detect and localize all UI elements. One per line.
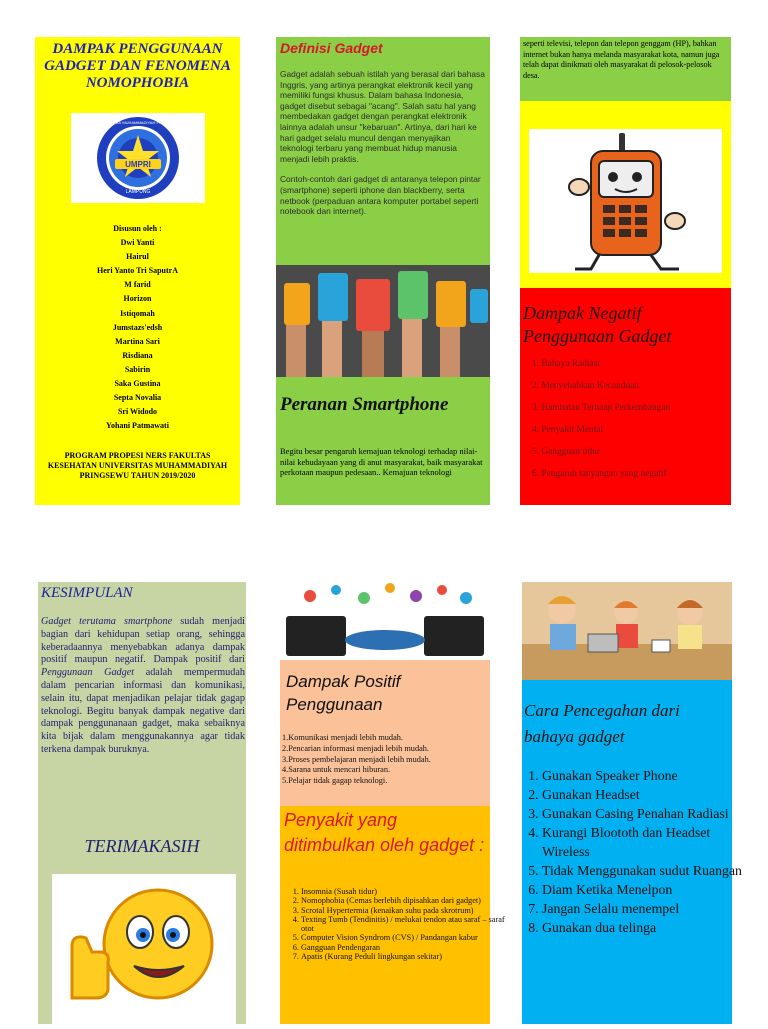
smiley-image <box>52 874 236 1024</box>
definition-body <box>280 69 486 227</box>
positive-effects-heading: Dampak Positif Penggunaan <box>286 672 401 714</box>
university-logo <box>71 113 205 203</box>
kids-with-gadgets-icon <box>522 582 732 680</box>
smartphone-role-heading: Peranan Smartphone <box>280 394 449 415</box>
thumbs-up-smiley-icon <box>52 874 236 1024</box>
list-item: 1. Insomnia (Susah tidur) <box>301 887 506 896</box>
negative-effects-list <box>520 358 670 490</box>
positive-effects-box <box>280 660 490 806</box>
list-item: 3. Hambatan Terhaap Perkembangan <box>532 403 671 413</box>
conclusion-body <box>41 616 245 757</box>
cover-panel <box>35 37 240 505</box>
conclusion-italic: Penggunaan Gadget <box>41 667 135 679</box>
children-gadgets-image <box>522 582 732 680</box>
positive-effects-list <box>282 733 487 787</box>
prevention-heading: Cara Pencegahan dari bahaya gadget <box>524 701 680 746</box>
logo-text-top: UNIVERSITAS MUHAMMADIYAH PRINGSEWU <box>94 120 182 125</box>
definition-paragraph: Gadget adalah sebuah istilah yang berasal dari bahasa Inggris, yang artinya perangkat elektronik kecil yang memiliki fungsi khusus. Dalam bahasa Indonesia, gadget disebut sebagai "acang". Salah satu hal yang membedakan gadget dengan perangkat elektronik lainnya adalah unsur "kebaruan". Artinya, dari hari ke hari gadget selalu muncul dengan menyajikan teknologi terbaru yang membuat hidup manusia menjadi lebih praktis. <box>280 69 485 164</box>
continued-text-box <box>520 37 731 101</box>
cartoon-phone-icon <box>529 129 722 273</box>
list-item: 3.Proses pembelajaran menjadi lebih mudah. <box>282 754 431 764</box>
program-info: PROGRAM PROPESI NERS FAKULTAS KESEHATAN UNIVERSITAS MUHAMMADIYAH PRINGSEWU TAHUN 2019/2020 <box>47 451 228 480</box>
author-item: M farid <box>124 280 151 290</box>
list-item: 1. Gunakan Speaker Phone <box>542 766 750 785</box>
definition-panel <box>276 37 490 505</box>
list-item: 1. Bahaya Radiasi <box>532 359 600 369</box>
list-item: 4.Sarana untuk mencari hiburan. <box>282 765 391 775</box>
thanks-heading: TERIMAKASIH <box>84 836 200 856</box>
list-item: 8. Gunakan dua telinga <box>542 918 750 937</box>
authors-label: Disusun oleh : <box>113 224 162 233</box>
prevention-list <box>522 766 750 937</box>
author-item: Sabirin <box>124 364 151 374</box>
author-item: Jumstazs'edsh <box>112 322 163 332</box>
list-item: 2. Nomophobia (Cemas berlebih dipisahkan dari gadget) <box>301 896 506 905</box>
smartphone-role-body: Begitu besar pengaruh kemajuan teknologi terhadap nilai-nilai kebudayaan yang di anut masyarakat, baik masyarakat perkotaan maupun pedesaan.. Kemajuan teknologi <box>280 446 483 478</box>
conclusion-text: adalah mempermudah dalam pencarian informasi dan komunikasi, selain itu, dapat menjadikan pelajar tidak gagap teknologi. Begitu banyak dampak negative dari dampak penggunanaan gadget, maka sebaiknya kita bijak dalam menggunakannya agar tidak terkena dampak buruknya. <box>41 667 245 755</box>
definition-heading: Definisi Gadget <box>280 40 383 56</box>
author-list <box>35 222 240 433</box>
brochure-title: DAMPAK PENGGUNAAN GADGET DAN FENOMENA NOMOPHOBIA <box>44 41 231 91</box>
list-item: 2. Gunakan Headset <box>542 785 750 804</box>
author-item: Sri Widodo <box>117 407 158 417</box>
list-item: 5. Tidak Menggunakan sudut Ruangan <box>542 861 750 880</box>
list-item: 3. Gunakan Casing Penahan Radiasi <box>542 804 750 823</box>
author-item: Heri Yanto Tri SaputrA <box>97 266 178 276</box>
list-item: 6. Gangguan Pendengaran <box>301 943 506 952</box>
definition-paragraph: Contoh-contoh dari gadget di antaranya telepon pintar (smartphone) seperti iphone dan blackberry, serta netbook (perpaduan antara komputer portabel seperti notebook dan internet). <box>280 174 481 217</box>
list-item: 2. Menyebabkan Kecanduan <box>532 381 639 391</box>
author-item: Martina Sari <box>115 336 160 346</box>
diseases-heading: Penyakit yang ditimbulkan oleh gadget : <box>284 810 485 855</box>
list-item: 6. Pengaruh tanyangan yang negatif <box>532 469 667 479</box>
author-item: Septa Novalia <box>113 393 162 403</box>
diseases-list <box>280 887 506 961</box>
handshake-screens-image <box>280 582 490 660</box>
author-item: Saka Gustina <box>114 379 161 389</box>
conclusion-heading: KESIMPULAN <box>41 585 133 601</box>
negative-effects-box <box>520 288 731 505</box>
logo-text-mid: UMPRI <box>125 160 151 169</box>
author-item: Yohani Patmawati <box>106 421 169 431</box>
diseases-box <box>280 806 505 1024</box>
list-item: 7. Apatis (Kurang Peduli lingkungan sekitar) <box>301 952 506 961</box>
author-item: Hairul <box>126 252 149 262</box>
hands-with-devices-icon <box>276 265 490 377</box>
phone-cartoon-image <box>529 129 722 273</box>
list-item: 7. Jangan Selalu menempel <box>542 899 750 918</box>
list-item: 2.Pencarian informasi menjadi lebih mudah. <box>282 743 429 753</box>
list-item: 5. Computer Vision Syndrom (CVS) / Pandangan kabur <box>301 933 506 942</box>
author-item: Istiqomah <box>120 308 155 318</box>
list-item: 5.Pelajar tidak gagap teknologi. <box>282 776 388 786</box>
list-item: 5. Gangguan tidur <box>532 447 600 457</box>
list-item: 6. Diam Ketika Menelpon <box>542 880 750 899</box>
list-item: 4. Texting Tumb (Tendinitis) / melukai tendon atau saraf – saraf otot <box>301 915 506 934</box>
prevention-panel <box>522 582 742 1024</box>
conclusion-text: sudah menjadi bagian dari kehidupan setiap orang, sehingga keberadaannya menyebabkan adanya dampak positif maupun negatif. Dampak positif dari <box>41 616 245 666</box>
conclusion-italic: Gadget terutama smartphone <box>41 616 173 627</box>
list-item: 1.Komunikasi menjadi lebih mudah. <box>282 733 403 742</box>
author-item: Dwi Yanti <box>120 238 155 248</box>
handshake-devices-icon <box>280 582 490 660</box>
continued-text: seperti televisi, telepon dan telepon genggam (HP), bahkan internet bukan hanya melanda masyarakat kota, namun juga telah dapat dinikmati oleh masyarakat di pelosok-pelosok desa. <box>523 39 720 80</box>
university-logo-icon <box>71 113 205 203</box>
author-item: Horizon <box>123 294 152 304</box>
hands-gadgets-image <box>276 265 490 377</box>
conclusion-panel <box>38 582 246 1024</box>
list-item: 4. Penyakit Mental <box>532 425 604 435</box>
positive-effects-panel <box>280 582 505 1024</box>
author-item: Risdiana <box>122 350 153 360</box>
negative-effects-heading: Dampak Negatif Penggunaan Gadget <box>523 303 672 346</box>
phone-image-area <box>520 101 731 288</box>
list-item: 3. Scrotal Hypertermia (kenaikan suhu pada skrotrum) <box>301 906 506 915</box>
list-item: 4. Kurangi Bloototh dan Headset Wireless <box>542 823 750 861</box>
negative-effects-panel <box>520 37 731 505</box>
logo-text-bottom: LAMPUNG <box>125 189 151 195</box>
